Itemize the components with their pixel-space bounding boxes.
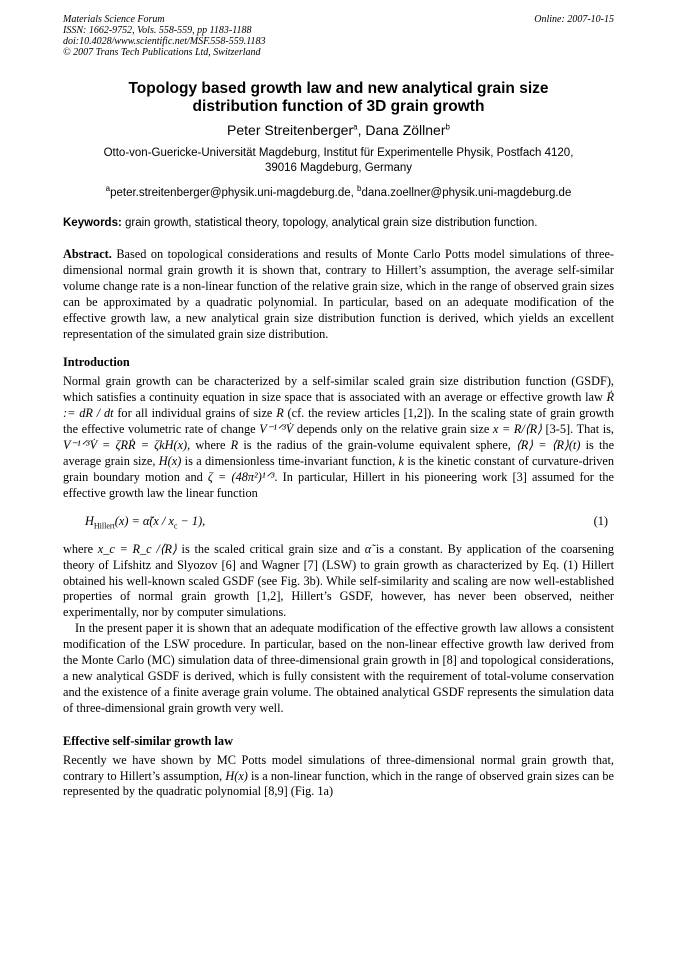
journal-name: Materials Science Forum <box>63 14 165 25</box>
text-run: is a non-linear function, which in the range of observed grain sizes can be represented by the quadratic polynomial [8,9] (Fig. 1a) <box>63 768 614 799</box>
author-list <box>63 122 614 139</box>
intro-paragraph-1 <box>63 374 614 501</box>
eq-subscript: c <box>173 521 178 531</box>
author-separator: , <box>357 122 366 138</box>
eq-body: (x) = α̃(x / x <box>114 513 174 528</box>
intro-paragraph-2 <box>63 542 614 622</box>
math-inline: x = R/⟨R⟩ <box>492 422 542 437</box>
text-run: is a constant. By application of the coarsening theory of Lifshitz and Slyozov [6] and Wagner [7] (LSW) to grain growth as characterized by Eq. (1) Hillert obtained his well-known scaled GSDF (see Fig. 3b). While self-similarity and scaling are now well-established properties of normal grain growth [1,2], Hillert’s GSDF, however, has never been observed, neither experimentally, nor by computer simulations. <box>63 541 614 620</box>
math-inline: ζ = (48π²)¹ᐟ³ <box>207 469 275 484</box>
equation-1 <box>63 508 614 538</box>
text-run: (cf. the review articles [1,2]). In the scaling state of grain growth the effective volumetric rate of change <box>63 406 614 437</box>
equation-1-number: (1) <box>593 513 608 528</box>
abstract <box>63 247 614 342</box>
text-run: is the scaled critical grain size and <box>176 541 365 556</box>
text-run: where <box>63 541 98 556</box>
copyright-line: © 2007 Trans Tech Publications Ltd, Switzerland <box>63 47 261 58</box>
math-inline: V⁻¹ᐟ³V̇ = ζRṘ = ζkH(x) <box>63 438 188 453</box>
title-line-2: distribution function of 3D grain growth <box>192 98 485 115</box>
math-inline: H(x) <box>225 768 248 783</box>
abstract-label: Abstract. <box>63 247 112 261</box>
math-inline: α̃ <box>364 541 372 556</box>
text-run: is the radius of the grain-volume equivalent sphere, <box>238 438 516 453</box>
email-a[interactable]: peter.streitenberger@physik.uni-magdeburg.de, <box>110 187 358 199</box>
eq-end: − 1), <box>177 513 206 528</box>
text-run: Recently we have shown by MC Potts model simulations of three-dimensional normal grain growth that, contrary to Hillert’s assumption, <box>63 752 614 783</box>
eq-subscript: Hillert <box>93 521 115 531</box>
math-inline: R <box>276 406 284 421</box>
author-2-sup: b <box>445 122 450 132</box>
online-date: Online: 2007-10-15 <box>534 14 614 25</box>
text-run: . In particular, Hillert in his pioneering work [3] assumed for the effective growth law the linear function <box>63 469 615 500</box>
email-b[interactable]: dana.zoellner@physik.uni-magdeburg.de <box>361 187 572 199</box>
section-heading-growth-law: Effective self-similar growth law <box>63 733 233 748</box>
text-run: is the kinetic constant of curvature-driven grain boundary motion and <box>63 453 614 484</box>
math-inline: V⁻¹ᐟ³V̇ <box>259 422 294 437</box>
email-a-sup: a <box>105 184 111 194</box>
math-inline: x_c = R_c /⟨R⟩ <box>97 541 177 556</box>
math-inline: R <box>230 438 239 453</box>
journal-header <box>63 14 614 58</box>
growth-law-paragraph-1 <box>63 753 614 801</box>
author-2: Dana Zöllner <box>365 122 446 138</box>
math-inline: k <box>398 453 404 468</box>
math-inline: H(x) <box>158 453 182 468</box>
affiliation <box>63 146 614 176</box>
paper-page <box>63 14 614 800</box>
text-run: is the average grain size, <box>63 438 615 468</box>
issn-line: ISSN: 1662-9752, Vols. 558-559, pp 1183-1188 <box>63 25 252 36</box>
affiliation-line-1: Otto-von-Guericke-Universität Magdeburg, Institut für Experimentelle Physik, Postfach 4120, <box>103 147 574 159</box>
math-inline: Ṙ := dR / dt <box>63 390 614 421</box>
math-inline: ⟨R⟩ = ⟨R⟩(t) <box>515 438 581 453</box>
eq-symbol: H <box>85 513 94 528</box>
paper-title <box>63 80 614 116</box>
text-run: , where <box>187 438 231 453</box>
author-1-sup: a <box>353 122 358 132</box>
affiliation-line-2: 39016 Magdeburg, Germany <box>264 162 413 174</box>
text-run: for all individual grains of size <box>113 406 277 421</box>
keywords <box>63 216 614 230</box>
author-emails <box>63 186 614 200</box>
section-heading-introduction: Introduction <box>63 355 130 370</box>
text-run: is a dimensionless time-invariant function, <box>181 453 399 468</box>
text-run: [3-5]. That is, <box>541 422 614 437</box>
keywords-text: grain growth, statistical theory, topology, analytical grain size distribution function. <box>121 217 538 229</box>
title-line-1: Topology based growth law and new analytical grain size <box>128 80 549 97</box>
equation-1-formula <box>85 514 205 530</box>
doi-line: doi:10.4028/www.scientific.net/MSF.558-559.1183 <box>63 36 266 47</box>
intro-paragraph-3: In the present paper it is shown that an adequate modification of the effective growth law allows a consistent modification of the LSW procedure. In particular, based on the non-linear effective growth law derived from the Monte Carlo (MC) simulation data of three-dimensional grain growth in [8] and topological considerations, a new analytical GSDF is derived, which is fully consistent with the requirement of total-volume conservation and the existence of a finite average grain volume. The obtained analytical GSDF represents the simulation data of three-dimensional grain growth very well. <box>63 621 614 715</box>
text-run: Normal grain growth can be characterized by a self-similar scaled grain size distribution function (GSDF), which satisfies a continuity equation in size space that is associated with an average or effective growth law <box>63 374 614 405</box>
keywords-label: Keywords: <box>63 217 122 229</box>
author-1: Peter Streitenberger <box>227 122 354 138</box>
text-run: depends only on the relative grain size <box>293 422 493 437</box>
abstract-text: Based on topological considerations and results of Monte Carlo Potts model simulations of three-dimensional normal grain growth it is shown that, contrary to Hillert’s assumption, the average self-similar volume change rate is a non-linear function of the relative grain size, which in the range of observed grain sizes can be approximated by a quadratic polynomial. In particular, based on an adequate modification of the effective growth law, a new analytical grain size distribution function is derived, which yields an excellent representation of the simulated grain size distribution. <box>63 247 614 341</box>
email-b-sup: b <box>357 184 362 194</box>
